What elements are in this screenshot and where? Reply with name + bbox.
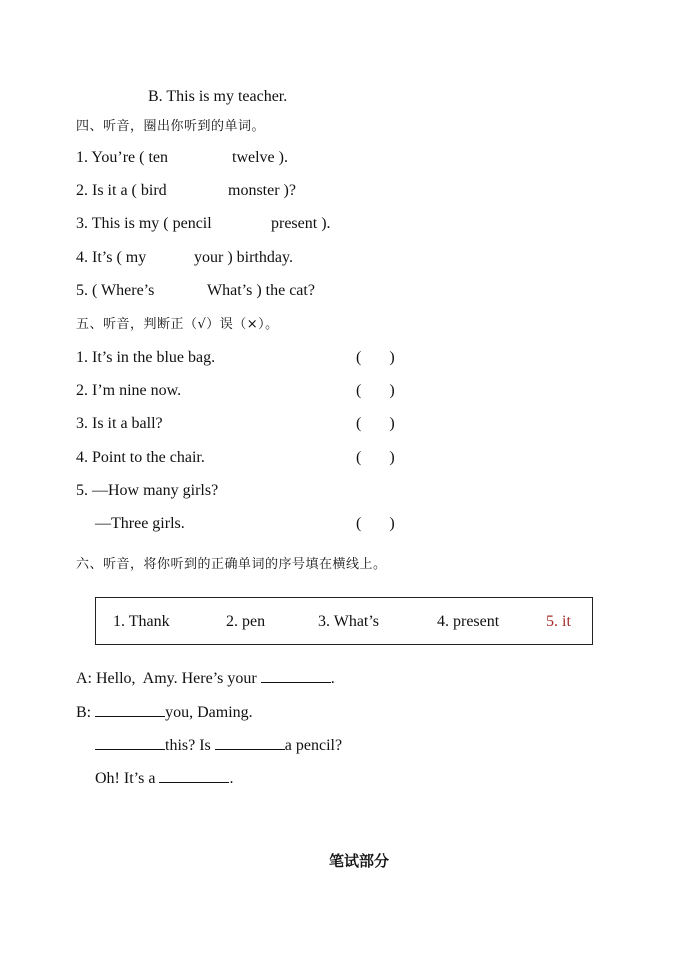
word-bank-item-1: 1. Thank: [113, 613, 170, 630]
s4-item-4-post: ) birthday.: [223, 249, 293, 266]
blank-3[interactable]: [95, 735, 165, 750]
word-bank-box: [95, 597, 593, 645]
s4-item-2-end: [228, 181, 296, 201]
s4-item-3-alt: present: [271, 215, 318, 232]
s4-item-1-post: ).: [274, 149, 288, 166]
s4-item-1-pre: 1. You’re ( ten: [76, 149, 168, 166]
option-b: B. This is my teacher.: [148, 88, 288, 105]
blank-5[interactable]: [159, 768, 229, 783]
s4-item-3-pre: 3. This is my ( pencil: [76, 215, 212, 232]
s5-item-2: 2. I’m nine now.: [76, 382, 182, 399]
s4-item-5-post: ) the cat?: [252, 282, 315, 299]
s4-item-1: [76, 148, 168, 168]
s4-item-2: [76, 181, 167, 201]
s4-item-5: [76, 281, 154, 301]
word-bank-item-5: 5. it: [546, 613, 571, 630]
s4-item-3-end: [271, 214, 331, 234]
dialogue-line-1: A: Hello, Amy. Here’s your .: [76, 670, 335, 687]
s5-answer-3[interactable]: ( ): [356, 415, 395, 432]
s4-item-3: [76, 214, 212, 234]
s4-item-4-end: [194, 248, 293, 268]
s4-item-1-alt: twelve: [232, 149, 275, 166]
s5-item-4: 4. Point to the chair.: [76, 449, 205, 466]
s4-item-4: [76, 248, 146, 268]
s4-item-5-pre: 5. ( Where’s: [76, 282, 155, 299]
s4-item-5-end: [207, 281, 315, 301]
s4-item-1-end: [232, 148, 288, 168]
s4-item-3-post: ).: [317, 215, 331, 232]
s4-item-4-pre: 4. It’s ( my: [76, 249, 147, 266]
s5-answer-4[interactable]: ( ): [356, 449, 395, 466]
s4-item-2-alt: monster: [228, 182, 280, 199]
s5-answer-2[interactable]: ( ): [356, 382, 395, 399]
s4-item-4-alt: your: [194, 249, 224, 266]
section5-heading: 五、听音，判断正（√）误（×）。: [76, 317, 279, 332]
s5-item-3: 3. Is it a ball?: [76, 415, 163, 432]
s5-item-5: 5. —How many girls?: [76, 482, 219, 499]
s5-item-5-reply: —Three girls.: [95, 515, 185, 532]
s5-answer-1[interactable]: ( ): [356, 349, 395, 366]
section6-heading: 六、听音，将你听到的正确单词的序号填在横线上。: [76, 557, 387, 572]
s4-item-5-alt: What’s: [207, 282, 253, 299]
word-bank-item-2: 2. pen: [226, 613, 266, 630]
s4-item-2-pre: 2. Is it a ( bird: [76, 182, 167, 199]
dialogue-line-3: this? Is a pencil?: [95, 735, 342, 756]
word-bank-item-3: 3. What’s: [318, 613, 380, 630]
s5-answer-5[interactable]: ( ): [356, 515, 395, 532]
blank-1[interactable]: [261, 668, 331, 683]
dialogue-line-4: Oh! It’s a .: [95, 770, 234, 787]
dialogue-line-2: B: you, Daming.: [76, 704, 253, 721]
blank-4[interactable]: [215, 735, 285, 750]
blank-2[interactable]: [95, 702, 165, 717]
s4-item-2-post: )?: [279, 182, 296, 199]
written-part-title: 笔试部分: [329, 852, 390, 870]
word-bank-item-4: 4. present: [437, 613, 500, 630]
section4-heading: 四、听音，圈出你听到的单词。: [76, 119, 266, 134]
s5-item-1: 1. It’s in the blue bag.: [76, 349, 216, 366]
